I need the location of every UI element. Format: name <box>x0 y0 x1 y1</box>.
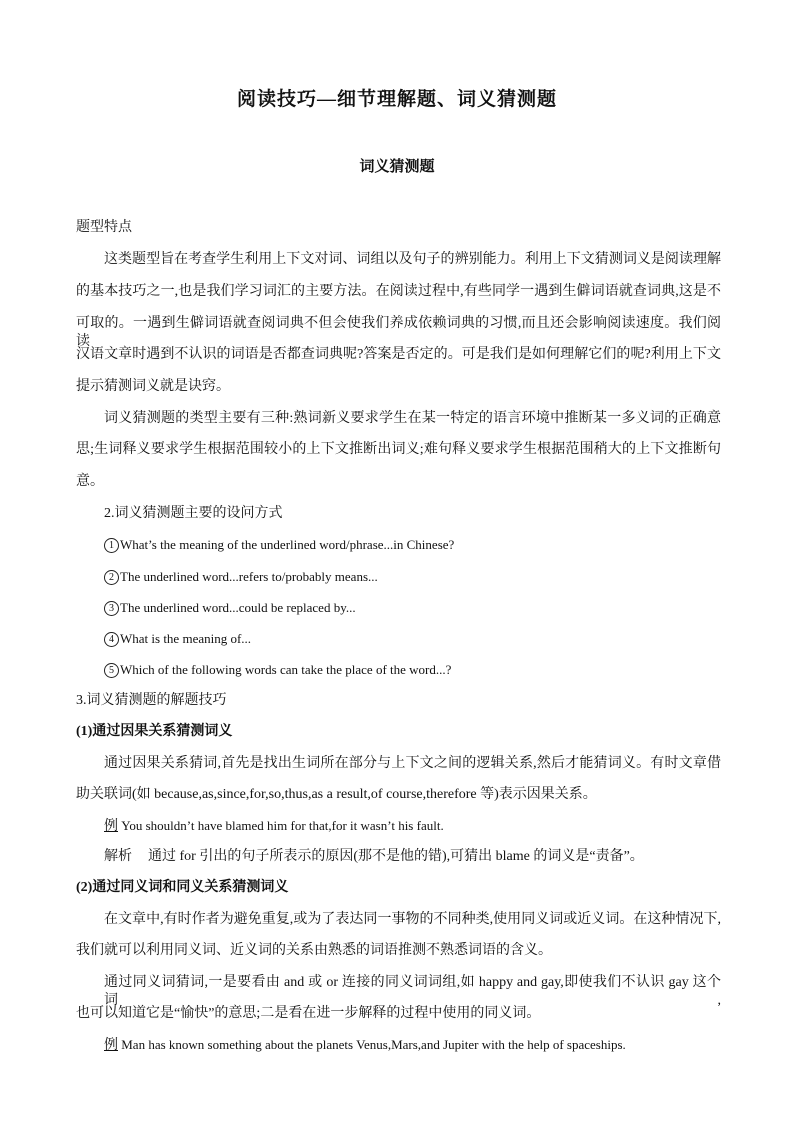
skill1-line: 通过因果关系猜词,首先是找出生词所在部分与上下文之间的逻辑关系,然后才能猜词义。有时文章借 <box>104 756 721 771</box>
analysis-label: 解析 <box>104 849 132 864</box>
question-form-item <box>104 536 721 554</box>
skill1-analysis <box>104 848 721 866</box>
question-form-item <box>104 568 721 586</box>
para2-line: 意。 <box>76 474 104 489</box>
skill2-line: 也可以知道它是“愉快”的意思;二是看在进一步解释的过程中使用的同义词。 <box>76 1006 541 1021</box>
skill2-line: 在文章中,有时作者为避免重复,或为了表达同一事物的不同种类,使用同义词或近义词。在这种情况下, <box>104 912 721 927</box>
circled-number-icon: 2 <box>104 570 119 585</box>
skill2-heading: (2)通过同义词和同义关系猜测词义 <box>76 880 289 895</box>
para1-line: 的基本技巧之一,也是我们学习词汇的主要方法。在阅读过程中,有些同学一遇到生僻词语就查词典,这是不 <box>76 284 721 299</box>
skill1-line: 助关联词(如 because,as,since,for,so,thus,as a result,of course,therefore 等)表示因果关系。 <box>76 787 597 802</box>
analysis-text: 通过 for 引出的句子所表示的原因(那不是他的错),可猜出 blame 的词义是“责备”。 <box>148 849 644 864</box>
skill1-example <box>104 817 721 836</box>
section-subtitle: 词义猜测题 <box>359 159 435 175</box>
section3-heading: 3.词义猜测题的解题技巧 <box>76 693 227 708</box>
example-text: Man has known something about the planets Venus,Mars,and Jupiter with the help of spaceships. <box>118 1037 626 1052</box>
question-form-text: The underlined word...could be replaced by... <box>120 600 356 615</box>
para1-line: 提示猜测词义就是诀窍。 <box>76 379 230 394</box>
para1-line: 可取的。一遇到生僻词语就查阅词典不但会使我们养成依赖词典的习惯,而且还会影响阅读速度。我们阅读 <box>76 316 721 349</box>
skill2-example <box>104 1036 721 1055</box>
circled-number-icon: 3 <box>104 601 119 616</box>
section2-heading: 2.词义猜测题主要的设问方式 <box>104 506 283 521</box>
circled-number-icon: 5 <box>104 663 119 678</box>
question-form-text: The underlined word...refers to/probably means... <box>120 569 378 584</box>
example-text: You shouldn’t have blamed him for that,for it wasn’t his fault. <box>118 818 444 833</box>
page-title: 阅读技巧—细节理解题、词义猜测题 <box>236 89 557 110</box>
skill2-line: 我们就可以利用同义词、近义词的关系由熟悉的词语推测不熟悉词语的含义。 <box>76 943 552 958</box>
features-heading: 题型特点 <box>76 220 132 235</box>
para1-line: 汉语文章时遇到不认识的词语是否都查词典呢?答案是否定的。可是我们是如何理解它们的呢?利用上下文 <box>76 347 721 362</box>
question-form-item <box>104 599 721 617</box>
para2-line: 词义猜测题的类型主要有三种:熟词新义要求学生在某一特定的语言环境中推断某一多义词的正确意 <box>104 411 721 426</box>
question-form-text: Which of the following words can take the place of the word...? <box>120 662 452 677</box>
para2-line: 思;生词释义要求学生根据范围较小的上下文推断出词义;难句释义要求学生根据范围稍大的上下文推断句 <box>76 442 721 457</box>
circled-number-icon: 1 <box>104 538 119 553</box>
example-label: 例 <box>104 819 118 834</box>
skill1-heading: (1)通过因果关系猜测词义 <box>76 724 233 739</box>
question-form-text: What is the meaning of... <box>120 631 252 646</box>
question-form-text: What’s the meaning of the underlined word/phrase...in Chinese? <box>120 537 455 552</box>
question-form-item <box>104 661 721 679</box>
skill2-line: 通过同义词猜词,一是要看由 and 或 or 连接的同义词词组,如 happy and gay,即使我们不认识 gay 这个词, <box>104 975 721 1008</box>
circled-number-icon: 4 <box>104 632 119 647</box>
example-label: 例 <box>104 1038 118 1053</box>
para1-line: 这类题型旨在考查学生利用上下文对词、词组以及句子的辨别能力。利用上下文猜测词义是阅读理解 <box>104 252 721 267</box>
question-form-item <box>104 630 721 648</box>
